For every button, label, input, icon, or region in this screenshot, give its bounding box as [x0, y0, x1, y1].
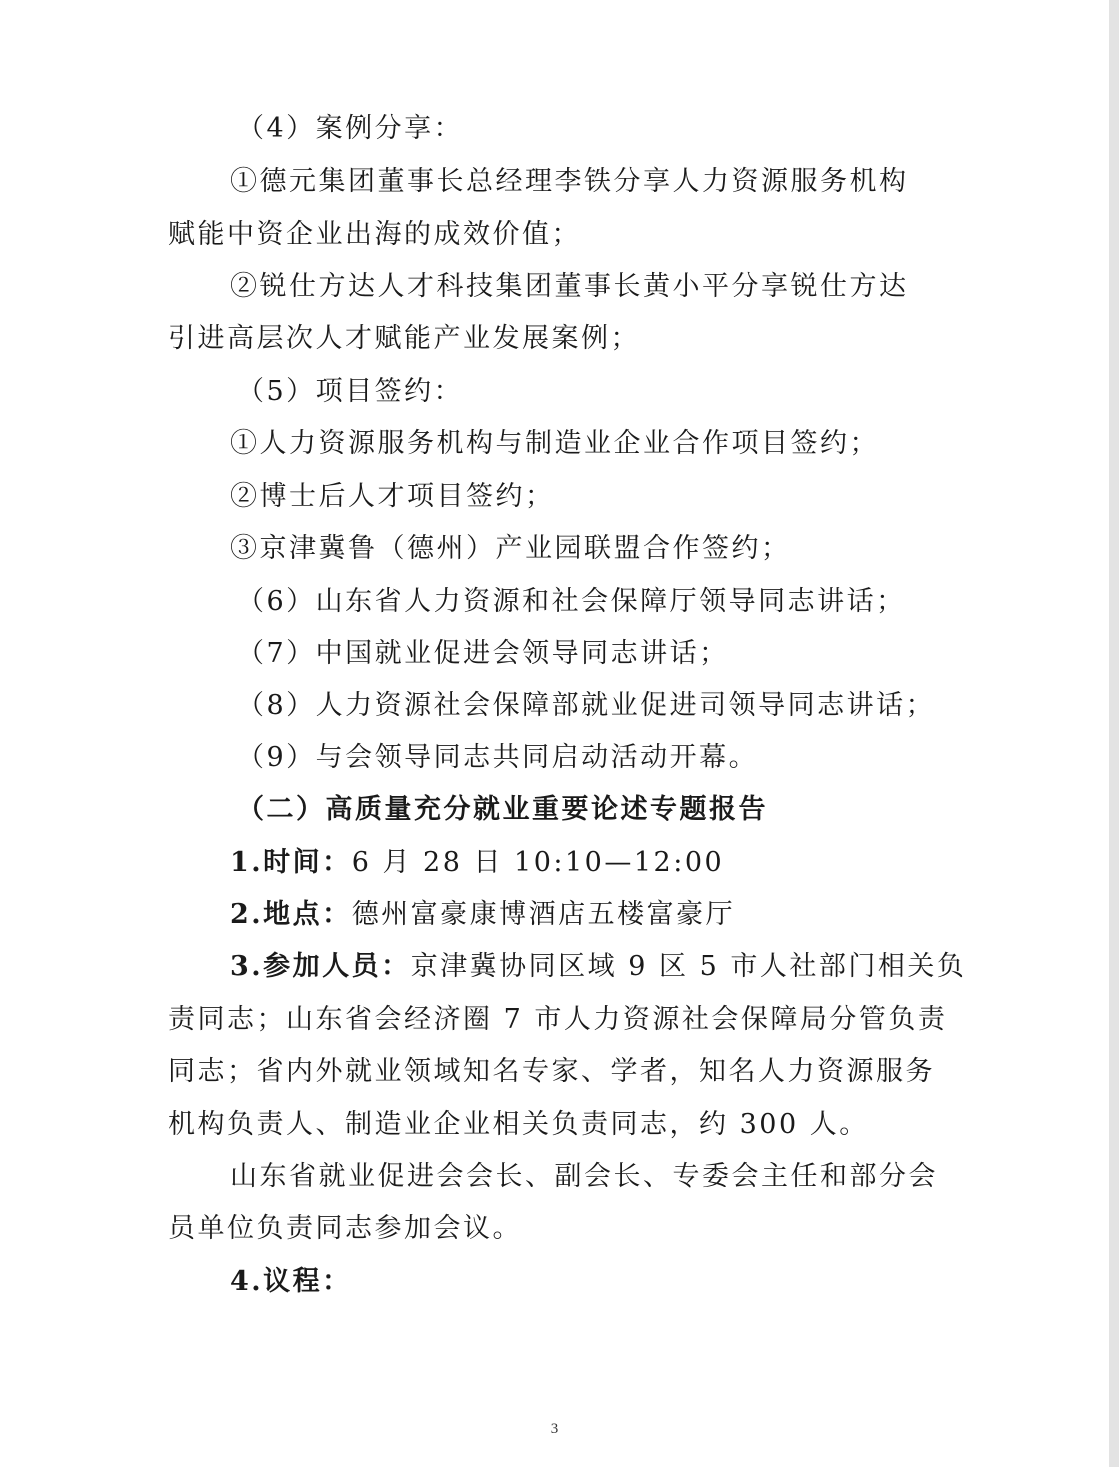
field-label: 2.地点： [230, 899, 352, 930]
text-line: ①人力资源服务机构与制造业企业合作项目签约； [230, 428, 879, 459]
field-value: 京津冀协同区域 9 区 5 市人社部门相关负 [410, 951, 967, 982]
text-line: ③京津冀鲁（德州）产业园联盟合作签约； [230, 533, 791, 564]
location-line [230, 898, 735, 932]
field-label: 3.参加人员： [230, 951, 411, 982]
text-line: （8）人力资源社会保障部就业促进司领导同志讲话； [237, 690, 936, 721]
text-line: ②博士后人才项目签约； [230, 481, 555, 512]
text-line: （9）与会领导同志共同启动活动开幕。 [237, 742, 759, 773]
page-edge [1109, 0, 1119, 1467]
text-line: 同志；省内外就业领域知名专家、学者，知名人力资源服务 [168, 1056, 935, 1087]
text-line: ①德元集团董事长总经理李铁分享人力资源服务机构 [230, 166, 909, 197]
text-line: 赋能中资企业出海的成效价值； [168, 219, 581, 250]
text-line: 机构负责人、制造业企业相关负责同志，约 300 人。 [168, 1109, 869, 1140]
text-line: 责同志；山东省会经济圈 7 市人力资源社会保障局分管负责 [168, 1004, 948, 1035]
text-line: （6）山东省人力资源和社会保障厅领导同志讲话； [237, 586, 906, 617]
section-heading: （二）高质量充分就业重要论述专题报告 [237, 794, 768, 825]
page-number: 3 [550, 1421, 559, 1437]
attendees-line [230, 950, 966, 984]
field-value: 德州富豪康博酒店五楼富豪厅 [351, 899, 736, 930]
text-line: 员单位负责同志参加会议。 [168, 1213, 522, 1244]
text-line: （4）案例分享： [237, 113, 464, 144]
time-line [230, 846, 724, 880]
text-line: （7）中国就业促进会领导同志讲话； [237, 638, 729, 669]
agenda-heading: 4.议程： [230, 1266, 352, 1297]
text-line: 引进高层次人才赋能产业发展案例； [168, 323, 640, 354]
field-value: 6 月 28 日 10:10—12:00 [351, 847, 725, 878]
text-line: （5）项目签约： [237, 376, 464, 407]
field-label: 1.时间： [230, 847, 352, 878]
text-line: 山东省就业促进会会长、副会长、专委会主任和部分会 [230, 1161, 938, 1192]
text-line: ②锐仕方达人才科技集团董事长黄小平分享锐仕方达 [230, 271, 909, 302]
